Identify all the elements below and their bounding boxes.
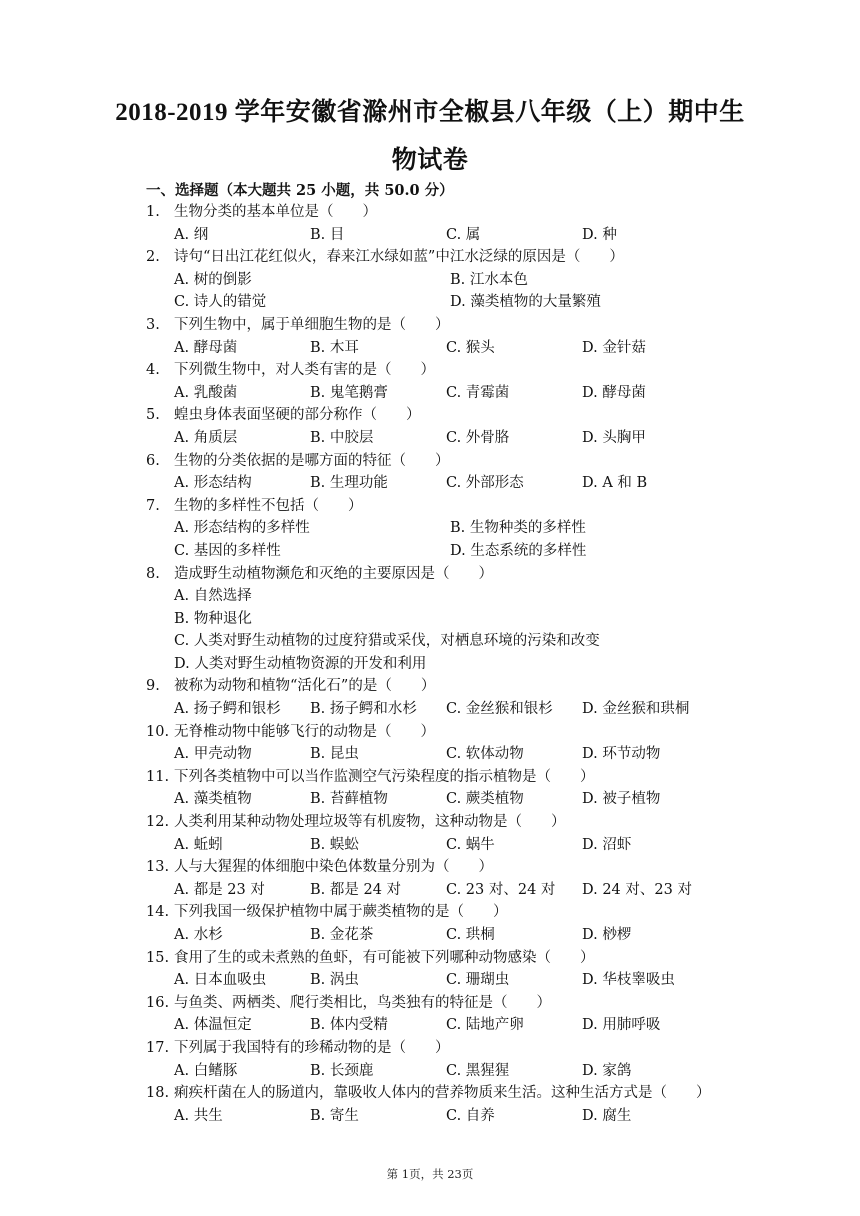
answer-option: A. 日本血吸虫 (174, 972, 267, 989)
question-stem-row (146, 495, 726, 518)
question-item (146, 992, 726, 1037)
option-row (146, 698, 726, 721)
question-item (146, 201, 726, 246)
answer-option: C. 蕨类植物 (446, 791, 524, 808)
question-item (146, 1082, 726, 1127)
question-item (146, 563, 726, 676)
question-number: 12. (146, 814, 170, 831)
option-row (146, 788, 726, 811)
question-stem: 食用了生的或未煮熟的鱼虾，有可能被下列哪种动物感染（ ） (174, 949, 595, 966)
question-item (146, 947, 726, 992)
answer-option: C. 诗人的错觉 (174, 294, 267, 311)
question-stem: 下列生物中，属于单细胞生物的是（ ） (174, 316, 450, 333)
question-number: 7. (146, 497, 160, 514)
option-row (146, 743, 726, 766)
question-number: 17. (146, 1039, 170, 1056)
option-row (146, 585, 726, 608)
answer-option: C. 蜗牛 (446, 836, 495, 853)
question-stem-row (146, 201, 726, 224)
answer-option: B. 昆虫 (310, 746, 359, 763)
answer-option: C. 青霉菌 (446, 384, 510, 401)
answer-option: B. 鬼笔鹅膏 (310, 384, 388, 401)
question-number: 16. (146, 994, 170, 1011)
question-stem: 人类利用某种动物处理垃圾等有机废物，这种动物是（ ） (174, 814, 566, 831)
answer-option: D. 生态系统的多样性 (450, 542, 587, 559)
question-number: 4. (146, 362, 160, 379)
question-stem-row (146, 992, 726, 1015)
answer-option: D. A 和 B (582, 475, 648, 492)
answer-option: B. 金花茶 (310, 927, 374, 943)
question-stem: 人与大猩猩的体细胞中染色体数量分别为（ ） (174, 859, 493, 876)
answer-option: A. 藻类植物 (174, 791, 252, 808)
answer-option: B. 体内受精 (310, 1017, 388, 1034)
answer-option: A. 角质层 (174, 429, 238, 446)
option-row (146, 1105, 726, 1128)
answer-option: C. 23 对、24 对 (446, 881, 556, 898)
question-stem: 下列各类植物中可以当作监测空气污染程度的指示植物是（ ） (174, 768, 595, 785)
answer-option: A. 甲壳动物 (174, 746, 252, 763)
option-row (146, 608, 726, 631)
answer-option: A. 体温恒定 (174, 1017, 252, 1034)
answer-option: C. 珊瑚虫 (446, 972, 510, 989)
answer-option: B. 扬子鳄和水杉 (310, 701, 417, 718)
question-stem-row (146, 811, 726, 834)
answer-option: D. 种 (582, 226, 617, 243)
answer-option: C. 金丝猴和银杉 (446, 701, 553, 718)
answer-option: C. 自养 (446, 1107, 495, 1124)
answer-option: A. 蚯蚓 (174, 836, 223, 853)
page-footer: 第 1页，共 23页 (386, 1167, 474, 1181)
question-stem: 诗句“日出江花红似火，春来江水绿如蓝”中江水泛绿的原因是（ ） (174, 249, 624, 266)
question-stem: 被称为动物和植物“活化石”的是（ ） (174, 678, 436, 695)
answer-option: C. 人类对野生动植物的过度狩猎或采伐，对栖息环境的污染和改变 (174, 633, 600, 650)
answer-option: B. 都是 24 对 (310, 881, 402, 898)
question-number: 5. (146, 407, 160, 424)
option-row (146, 291, 726, 314)
question-stem-row (146, 246, 726, 269)
question-stem-row (146, 1082, 726, 1105)
answer-option: D. 环节动物 (582, 746, 661, 763)
question-number: 1. (146, 204, 160, 220)
question-stem: 生物的多样性不包括（ ） (174, 497, 363, 514)
option-row (146, 382, 726, 405)
answer-option: B. 中胶层 (310, 429, 374, 446)
answer-option: B. 苔藓植物 (310, 791, 388, 808)
answer-option: A. 乳酸菌 (174, 384, 238, 401)
question-stem-row (146, 450, 726, 473)
question-item (146, 404, 726, 449)
question-stem: 蝗虫身体表面坚硬的部分称作（ ） (174, 407, 421, 424)
question-stem: 与鱼类、两栖类、爬行类相比，鸟类独有的特征是（ ） (174, 994, 551, 1011)
question-stem-row (146, 901, 726, 924)
question-number: 15. (146, 949, 170, 966)
option-row (146, 630, 726, 653)
question-stem-row (146, 1037, 726, 1060)
answer-option: B. 长颈鹿 (310, 1062, 374, 1079)
option-row (146, 224, 726, 247)
section-heading: 一、选择题（本大题共 25 小题，共 50.0 分） (146, 182, 454, 199)
answer-option: A. 水杉 (174, 927, 223, 943)
question-number: 11. (146, 768, 170, 785)
option-row (146, 540, 726, 563)
option-row (146, 969, 726, 992)
question-item (146, 766, 726, 811)
question-stem-row (146, 947, 726, 970)
question-item (146, 811, 726, 856)
question-item (146, 856, 726, 901)
exam-title-line2: 物试卷 (391, 147, 469, 174)
answer-option: D. 金丝猴和珙桐 (582, 701, 690, 718)
question-stem-row (146, 359, 726, 382)
answer-option: D. 金针菇 (582, 339, 646, 356)
question-item (146, 901, 726, 946)
answer-option: D. 藻类植物的大量繁殖 (450, 294, 601, 311)
question-number: 8. (146, 565, 160, 582)
answer-option: A. 都是 23 对 (174, 881, 265, 898)
answer-option: B. 江水本色 (450, 271, 528, 288)
question-number: 13. (146, 859, 170, 876)
answer-option: A. 共生 (174, 1107, 223, 1124)
question-stem: 生物分类的基本单位是（ ） (174, 204, 377, 220)
option-row (146, 834, 726, 857)
question-stem: 造成野生动植物濒危和灭绝的主要原因是（ ） (174, 565, 493, 582)
question-list (146, 201, 726, 1127)
answer-option: B. 物种退化 (174, 610, 252, 627)
answer-option: B. 蜈蚣 (310, 836, 359, 853)
question-stem: 下列微生物中，对人类有害的是（ ） (174, 362, 435, 379)
answer-option: C. 猴头 (446, 339, 495, 356)
question-stem-row (146, 856, 726, 879)
answer-option: D. 沼虾 (582, 836, 632, 853)
option-row (146, 517, 726, 540)
question-item (146, 495, 726, 563)
answer-option: A. 自然选择 (174, 588, 252, 605)
answer-option: B. 木耳 (310, 339, 359, 356)
answer-option: D. 头胸甲 (582, 429, 646, 446)
answer-option: C. 软体动物 (446, 746, 524, 763)
answer-option: D. 家鸽 (582, 1062, 632, 1079)
answer-option: D. 酵母菌 (582, 384, 646, 401)
answer-option: A. 白鳍豚 (174, 1062, 238, 1079)
option-row (146, 472, 726, 495)
answer-option: B. 涡虫 (310, 972, 359, 989)
question-number: 6. (146, 452, 160, 469)
option-row (146, 879, 726, 902)
answer-option: C. 陆地产卵 (446, 1017, 524, 1034)
answer-option: C. 外骨胳 (446, 429, 510, 446)
answer-option: B. 生物种类的多样性 (450, 520, 586, 537)
answer-option: A. 纲 (174, 226, 209, 243)
question-stem: 生物的分类依据的是哪方面的特征（ ） (174, 452, 450, 469)
question-stem-row (146, 675, 726, 698)
answer-option: C. 黑猩猩 (446, 1062, 510, 1079)
question-number: 10. (146, 723, 170, 740)
question-number: 9. (146, 678, 160, 695)
answer-option: C. 珙桐 (446, 927, 495, 943)
question-stem-row (146, 314, 726, 337)
option-row (146, 269, 726, 292)
question-item (146, 314, 726, 359)
question-number: 3. (146, 316, 160, 333)
answer-option: D. 24 对、23 对 (582, 881, 692, 898)
question-stem: 下列属于我国特有的珍稀动物的是（ ） (174, 1039, 450, 1056)
answer-option: A. 酵母菌 (174, 339, 238, 356)
option-row (146, 1060, 726, 1083)
question-item (146, 1037, 726, 1082)
exam-title-line1: 2018-2019 学年安徽省滁州市全椒县八年级（上）期中生 (115, 99, 745, 126)
question-stem-row (146, 766, 726, 789)
question-item (146, 246, 726, 314)
answer-option: D. 被子植物 (582, 791, 661, 808)
answer-option: B. 生理功能 (310, 475, 388, 492)
question-item (146, 359, 726, 404)
answer-option: C. 基因的多样性 (174, 542, 281, 559)
answer-option: C. 属 (446, 226, 481, 243)
question-stem: 下列我国一级保护植物中属于蕨类植物的是（ ） (174, 904, 508, 921)
question-stem: 无脊椎动物中能够飞行的动物是（ ） (174, 723, 435, 740)
question-item (146, 721, 726, 766)
answer-option: D. 用肺呼吸 (582, 1017, 661, 1034)
question-number: 14. (146, 904, 170, 921)
question-stem: 痢疾杆菌在人的肠道内，靠吸收人体内的营养物质来生活。这种生活方式是（ ） (174, 1085, 711, 1102)
answer-option: D. 腐生 (582, 1107, 632, 1124)
question-number: 2. (146, 249, 160, 266)
question-stem-row (146, 404, 726, 427)
question-item (146, 675, 726, 720)
answer-option: A. 形态结构 (174, 475, 252, 492)
option-row (146, 337, 726, 360)
question-number: 18. (146, 1085, 170, 1102)
option-row (146, 653, 726, 676)
answer-option: B. 目 (310, 226, 345, 243)
answer-option: A. 扬子鳄和银杉 (174, 701, 281, 718)
option-row (146, 1014, 726, 1037)
answer-option: C. 外部形态 (446, 475, 524, 492)
answer-option: B. 寄生 (310, 1107, 359, 1124)
question-stem-row (146, 563, 726, 586)
answer-option: A. 树的倒影 (174, 271, 252, 288)
answer-option: A. 形态结构的多样性 (174, 520, 310, 537)
answer-option: D. 人类对野生动植物资源的开发和利用 (174, 655, 427, 672)
answer-option: D. 华枝睾吸虫 (582, 972, 675, 989)
question-stem-row (146, 721, 726, 744)
question-item (146, 450, 726, 495)
option-row (146, 427, 726, 450)
answer-option: D. 桫椤 (582, 927, 632, 943)
option-row (146, 924, 726, 947)
